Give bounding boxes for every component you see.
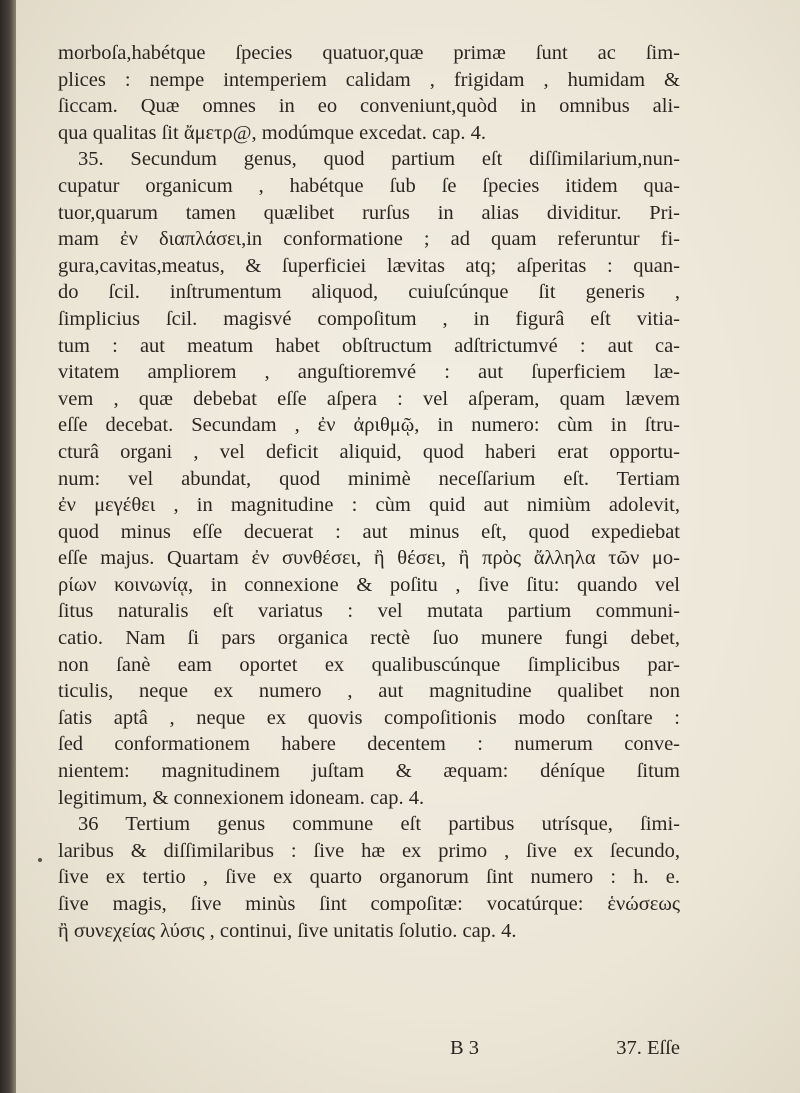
text-line-8: mam ἐν διαπλάσει,in conformatione ; ad quam referuntur fi-: [58, 228, 680, 251]
text-line-33: ſive magis, ſive minùs ſint compoſitæ: vocatúrque: ἑνώσεως: [58, 893, 680, 915]
text-line-15: eſſe decebat. Secundam , ἐν ἀριθμῷ, in numero: cùm in ſtru-: [58, 414, 680, 437]
text-line-25: ticulis, neque ex numero , aut magnitudine qualibet non: [58, 680, 680, 703]
catchword: 37. Eſſe: [616, 1037, 680, 1059]
text-line-1: morboſa,habétque ſpecies quatuor,quæ primæ ſunt ac ſim-: [58, 42, 680, 64]
text-line-3: ſiccam. Quæ omnes in eo conveniunt,quòd in omnibus ali-: [58, 95, 680, 118]
text-line-6: cupatur organicum , habétque ſub ſe ſpecies itidem qua-: [58, 174, 680, 197]
text-line-22: ſitus naturalis eſt variatus : vel mutata partium communi-: [58, 600, 680, 623]
text-line-14: vem , quæ debebat eſſe aſpera : vel aſperam, quam lævem: [58, 387, 680, 410]
text-line-20: eſſe majus. Quartam ἐν συνθέσει, ἢ θέσει, ἢ πρὸς ἄλληλα τῶν μο-: [58, 547, 680, 570]
text-line-27: ſed conformationem habere decentem : numerum conve-: [58, 733, 680, 756]
margin-mark: [38, 858, 42, 862]
book-binding-edge: [0, 0, 16, 1093]
text-line-32: ſive ex tertio , ſive ex quarto organorum ſint numero : h. e.: [58, 866, 680, 889]
text-line-10: do ſcil. inſtrumentum aliquod, cuiuſcúnque ſit generis ,: [58, 281, 680, 304]
text-line-23: catio. Nam ſi pars organica rectè ſuo munere fungi debet,: [58, 627, 680, 650]
text-line-19: quod minus eſſe decuerat : aut minus eſt, quod expediebat: [58, 520, 680, 543]
text-line-17: num: vel abundat, quod minimè neceſſarium eſt. Tertiam: [58, 467, 680, 490]
text-line-4: qua qualitas ſit ἄμετρ@, modúmque excedat. cap. 4.: [58, 121, 487, 144]
text-line-21: ρίων κοινωνίᾳ, in connexione & poſitu , ſive ſitu: quando vel: [58, 573, 680, 596]
signature-mark: B 3: [450, 1037, 480, 1059]
text-line-2: plices : nempe intemperiem calidam , frigidam , humidam &: [58, 68, 680, 91]
text-line-16: cturâ organi , vel deficit aliquid, quod haberi erat opportu-: [58, 440, 680, 463]
text-line-34: ἢ συνεχείας λύσις , continui, ſive unitatis ſolutio. cap. 4.: [58, 919, 517, 942]
text-line-30: 36 Tertium genus commune eſt partibus utrísque, ſimi-: [78, 813, 680, 836]
text-line-29: legitimum, & connexionem idoneam. cap. 4.: [58, 786, 425, 809]
page-footer: [58, 1037, 680, 1065]
text-line-11: ſimplicius ſcil. magisvé compoſitum , in figurâ eſt vitia-: [58, 307, 680, 330]
text-line-7: tuor,quarum tamen quælibet rurſus in alias dividitur. Pri-: [58, 201, 680, 224]
text-line-5: 35. Secundum genus, quod partium eſt diſſimilarium,nun-: [78, 148, 680, 171]
text-line-18: ἐν μεγέθει , in magnitudine : cùm quid aut nimiùm adolevit,: [58, 494, 680, 517]
text-line-31: laribus & diſſimilaribus : ſive hæ ex primo , ſive ex ſecundo,: [58, 839, 680, 862]
text-line-13: vitatem ampliorem , anguſtioremvé : aut ſuperficiem læ-: [58, 361, 680, 384]
body-text: [58, 40, 680, 944]
text-line-12: tum : aut meatum habet obſtructum adſtrictumvé : aut ca-: [58, 334, 680, 357]
text-line-28: nientem: magnitudinem juſtam & æquam: déníque ſitum: [58, 760, 680, 783]
text-line-9: gura,cavitas,meatus, & ſuperficiei lævitas atq; aſperitas : quan-: [58, 254, 680, 277]
text-line-26: ſatis aptâ , neque ex quovis compoſitionis modo conſtare :: [58, 706, 680, 729]
text-line-24: non ſanè eam oportet ex qualibuscúnque ſimplicibus par-: [58, 653, 680, 676]
